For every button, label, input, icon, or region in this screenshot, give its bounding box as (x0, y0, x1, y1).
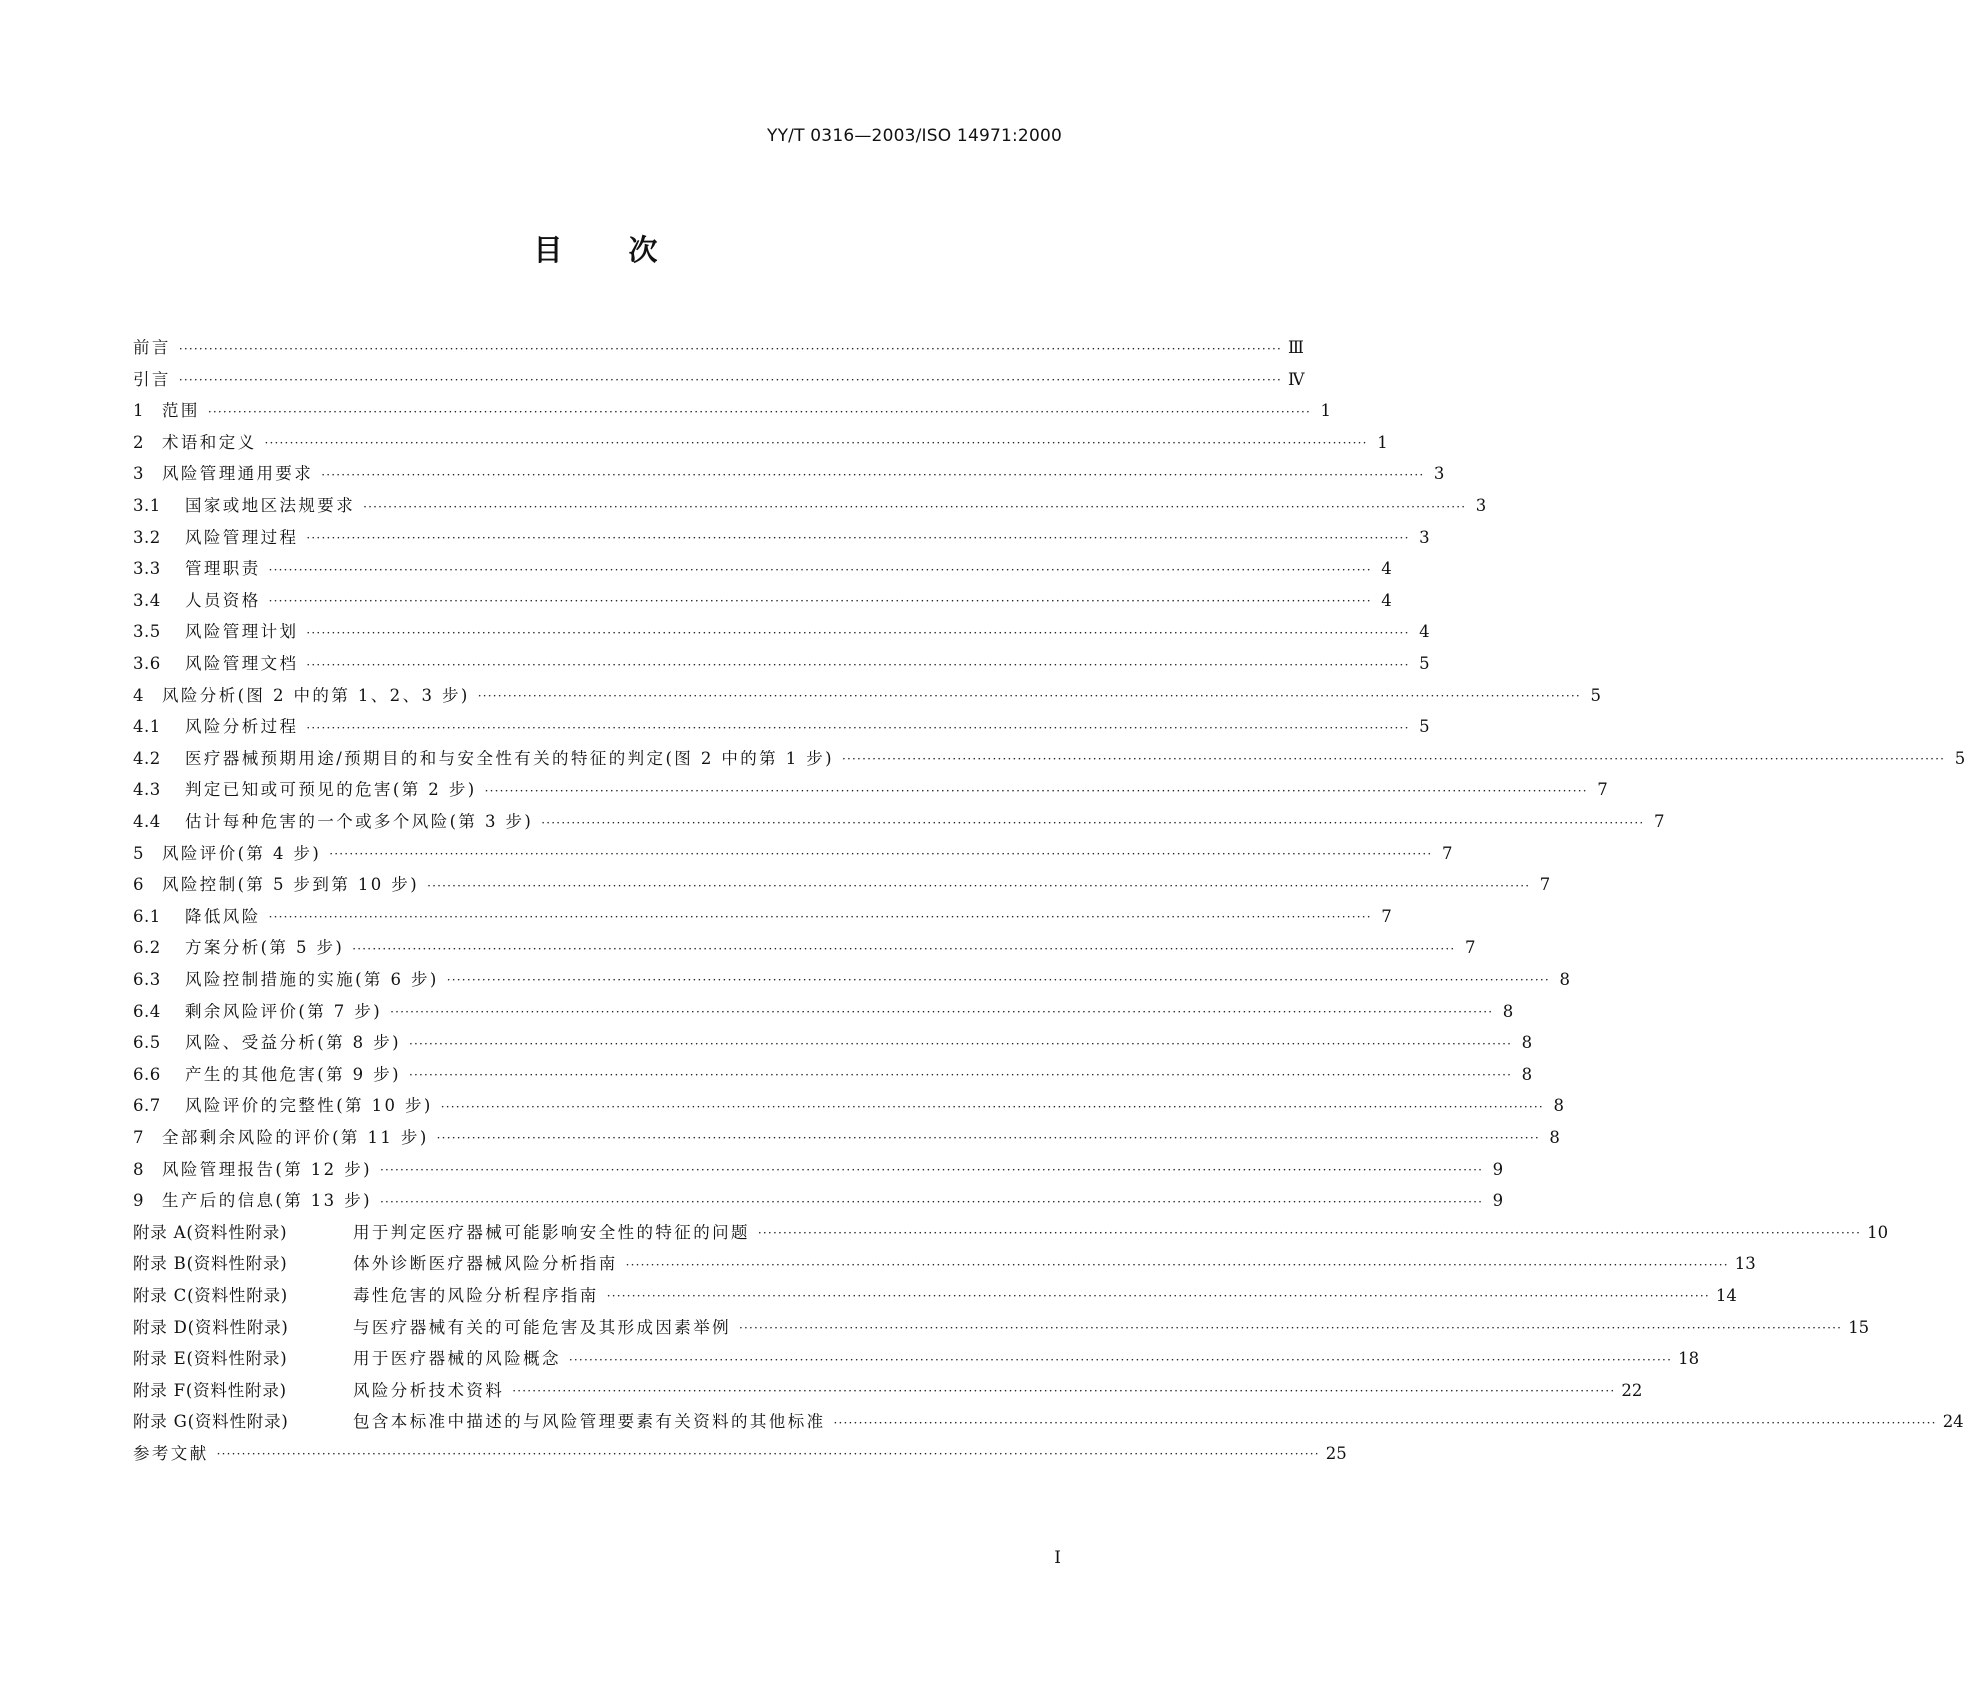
toc-leader-dots: ···························································································································································································································· (207, 404, 1311, 419)
toc-leader-dots: ···························································································································································································································· (306, 531, 1410, 546)
toc-entry[interactable] (133, 1273, 1737, 1305)
toc-annex-label: 附录 F(资料性附录) (133, 1380, 287, 1400)
toc-entry-title: 术语和定义 (162, 432, 257, 452)
toc-entry[interactable] (133, 1304, 1870, 1337)
toc-entry[interactable] (133, 515, 1430, 547)
toc-leader-dots: ···························································································································································································································· (757, 1226, 1862, 1241)
toc-entry-title: 前言 (133, 338, 171, 358)
toc-leader-dots: ···························································································································································································································· (739, 1321, 1843, 1335)
toc-entry-title: 风险、受益分析(第 8 步) (185, 1033, 401, 1053)
toc-section-number: 6.3 (133, 969, 161, 989)
toc-section-number: 7 (133, 1127, 144, 1147)
toc-entry-title: 风险管理通用要求 (162, 464, 314, 484)
toc-entry-title: 风险管理计划 (185, 622, 299, 642)
toc-page-number: 9 (1492, 1191, 1504, 1211)
toc-leader-dots: ···························································································································································································································· (306, 625, 1410, 640)
toc-annex-label: 附录 B(资料性附录) (133, 1254, 288, 1274)
toc-page-number: 8 (1521, 1064, 1533, 1084)
toc-page-number: 4 (1381, 559, 1392, 579)
toc-leader-dots: ···························································································································································································································· (264, 436, 1368, 451)
toc-leader-dots: ···························································································································································································································· (842, 752, 1946, 767)
toc-leader-dots: ···························································································································································································································· (379, 1194, 1484, 1209)
toc-page-number: 5 (1590, 685, 1601, 705)
toc-annex-label: 附录 A(资料性附录) (133, 1222, 288, 1242)
toc-section-number: 6.1 (133, 906, 161, 926)
toc-leader-dots: ···························································································································································································································· (216, 1447, 1320, 1462)
toc-entry[interactable] (133, 420, 1388, 452)
toc-entry[interactable] (133, 673, 1601, 705)
toc-entry-title: 风险评价(第 4 步) (162, 843, 322, 863)
toc-page-number: 7 (1597, 780, 1608, 800)
toc-section-number: 6 (133, 875, 144, 895)
toc-entry-title: 国家或地区法规要求 (185, 496, 356, 516)
toc-leader-dots: ···························································································································································································································· (390, 1005, 1494, 1020)
toc-leader-dots: ···························································································································································································································· (541, 815, 1645, 830)
toc-section-number: 4.1 (133, 717, 161, 737)
toc-leader-dots: ···························································································································································································································· (363, 499, 1467, 514)
toc-page-number: 15 (1848, 1317, 1870, 1337)
toc-entry-title: 产生的其他危害(第 9 步) (185, 1064, 401, 1084)
toc-leader-dots: ···························································································································································································································· (352, 941, 1456, 956)
toc-leader-dots: ···························································································································································································································· (408, 1036, 1513, 1051)
page-title: 目次 (533, 233, 724, 267)
toc-entry-title: 风险评价的完整性(第 10 步) (185, 1096, 433, 1116)
toc-leader-dots: ···························································································································································································································· (268, 562, 1372, 577)
toc-leader-dots: ···························································································································································································································· (477, 689, 1581, 704)
toc-entry[interactable] (133, 1210, 1889, 1242)
toc-entry-title: 管理职责 (185, 559, 261, 579)
toc-section-number: 8 (133, 1159, 144, 1179)
toc-entry[interactable] (133, 325, 1304, 358)
toc-leader-dots: ···························································································································································································································· (178, 341, 1282, 356)
toc-entry[interactable] (133, 357, 1305, 389)
toc-section-number: 4.3 (133, 780, 161, 800)
toc-entry-title: 风险控制(第 5 步到第 10 步) (162, 875, 420, 895)
toc-entry-title: 参考文献 (133, 1443, 209, 1463)
toc-section-number: 9 (133, 1191, 144, 1211)
toc-entry-title: 毒性危害的风险分析程序指南 (353, 1285, 599, 1305)
toc-entry[interactable] (133, 988, 1514, 1021)
toc-annex-label: 附录 G(资料性附录) (133, 1412, 289, 1432)
toc-entry-title: 风险管理报告(第 12 步) (162, 1159, 372, 1179)
toc-entry-title: 医疗器械预期用途/预期目的和与安全性有关的特征的判定(图 2 中的第 1 步) (185, 748, 835, 768)
toc-annex-label: 附录 E(资料性附录) (133, 1349, 288, 1369)
toc-entry-title: 用于医疗器械的风险概念 (353, 1349, 561, 1369)
toc-page-number: 24 (1942, 1412, 1964, 1432)
toc-entry[interactable] (133, 1083, 1564, 1116)
toc-section-number: 4 (133, 685, 144, 705)
toc-page-number: 8 (1521, 1033, 1533, 1053)
toc-page-number: 7 (1539, 875, 1551, 895)
toc-section-number: 6.5 (133, 1033, 161, 1053)
toc-leader-dots: ···························································································································································································································· (178, 373, 1282, 388)
toc-entry[interactable] (133, 641, 1430, 674)
toc-entry[interactable] (133, 831, 1453, 863)
toc-section-number: 3.3 (133, 559, 161, 579)
toc-annex-label: 附录 C(资料性附录) (133, 1285, 289, 1305)
toc-entry-title: 全部剩余风险的评价(第 11 步) (162, 1127, 429, 1147)
standard-number: YY/T 0316—2003/ISO 14971:2000 (767, 126, 1062, 146)
toc-page-number: 18 (1678, 1349, 1700, 1369)
toc-section-number: 3.4 (133, 590, 161, 610)
toc-page-number: 5 (1954, 748, 1965, 768)
toc-entry[interactable] (133, 1431, 1347, 1463)
toc-entry[interactable] (133, 799, 1665, 831)
toc-page-number: 8 (1549, 1127, 1560, 1147)
toc-page-number: 4 (1419, 622, 1430, 642)
toc-entry-title: 风险分析(图 2 中的第 1、2、3 步) (162, 685, 470, 705)
toc-page-number: 8 (1553, 1096, 1564, 1116)
toc-entry-title: 范围 (162, 401, 200, 421)
toc-entry-title: 风险分析过程 (185, 717, 299, 737)
toc-entry[interactable] (133, 767, 1608, 800)
toc-entry[interactable] (133, 1115, 1560, 1147)
toc-page-number: 1 (1377, 432, 1388, 452)
toc-section-number: 4.2 (133, 748, 161, 768)
toc-leader-dots: ···························································································································································································································· (606, 1289, 1710, 1304)
toc-entry[interactable] (133, 1178, 1504, 1211)
toc-leader-dots: ···························································································································································································································· (446, 973, 1550, 988)
toc-entry[interactable] (133, 546, 1392, 579)
toc-page-number: 3 (1433, 464, 1445, 484)
toc-entry[interactable] (133, 925, 1476, 958)
toc-entry-title: 估计每种危害的一个或多个风险(第 3 步) (185, 812, 534, 831)
toc-section-number: 6.7 (133, 1096, 161, 1116)
toc-entry-title: 风险管理文档 (185, 654, 299, 674)
toc-entry-title: 生产后的信息(第 13 步) (162, 1191, 372, 1211)
toc-page-number: 5 (1419, 654, 1430, 674)
toc-leader-dots: ···························································································································································································································· (306, 657, 1410, 672)
toc-entry[interactable] (133, 483, 1487, 516)
toc-leader-dots: ···························································································································································································································· (306, 720, 1410, 735)
toc-page-number: 14 (1715, 1285, 1737, 1305)
toc-section-number: 3.1 (133, 496, 161, 516)
toc-leader-dots: ···························································································································································································································· (625, 1257, 1729, 1272)
toc-section-number: 6.2 (133, 938, 161, 958)
toc-entry-title: 人员资格 (185, 590, 261, 610)
toc-entry-title: 包含本标准中描述的与风险管理要素有关资料的其他标准 (353, 1412, 826, 1432)
toc-section-number: 3.6 (133, 654, 161, 674)
toc-entry-title: 风险管理过程 (185, 527, 299, 547)
toc-page-number: 7 (1381, 906, 1392, 926)
toc-entry[interactable] (133, 1052, 1533, 1084)
toc-page-number: 8 (1502, 1001, 1514, 1021)
toc-leader-dots: ···························································································································································································································· (568, 1352, 1673, 1367)
toc-leader-dots: ···························································································································································································································· (268, 594, 1372, 609)
toc-page-number: 5 (1419, 717, 1430, 737)
toc-page-number: 1 (1320, 401, 1331, 421)
toc-page-number: 22 (1621, 1380, 1643, 1400)
toc-entry[interactable] (133, 1336, 1700, 1369)
table-of-contents (133, 325, 1965, 1463)
toc-entry[interactable] (133, 957, 1570, 989)
toc-page-number: 7 (1464, 938, 1476, 958)
toc-page-number: 3 (1475, 496, 1487, 516)
toc-page-number: 13 (1734, 1254, 1756, 1274)
toc-entry-title: 与医疗器械有关的可能危害及其形成因素举例 (353, 1317, 731, 1337)
toc-section-number: 6.6 (133, 1064, 161, 1084)
toc-entry[interactable] (133, 736, 1965, 768)
toc-section-number: 6.4 (133, 1001, 161, 1021)
toc-leader-dots: ···························································································································································································································· (833, 1415, 1937, 1430)
toc-entry[interactable] (133, 388, 1331, 421)
toc-page-number: 7 (1653, 812, 1665, 831)
toc-page-number: 8 (1559, 969, 1570, 989)
toc-page-number: Ⅲ (1288, 338, 1304, 358)
toc-entry-title: 体外诊断医疗器械风险分析指南 (353, 1254, 618, 1274)
toc-entry[interactable] (133, 1399, 1964, 1432)
toc-entry-title: 用于判定医疗器械可能影响安全性的特征的问题 (353, 1222, 750, 1242)
toc-page-number: 10 (1867, 1222, 1889, 1242)
toc-section-number: 1 (133, 401, 144, 421)
toc-leader-dots: ···························································································································································································································· (436, 1131, 1540, 1146)
toc-entry[interactable] (133, 704, 1430, 737)
toc-entry-title: 引言 (133, 369, 171, 389)
toc-entry-title: 判定已知或可预见的危害(第 2 步) (185, 780, 477, 800)
toc-entry-title: 降低风险 (185, 906, 261, 926)
toc-section-number: 3.2 (133, 527, 161, 547)
toc-leader-dots: ···························································································································································································································· (408, 1068, 1513, 1083)
toc-leader-dots: ···························································································································································································································· (440, 1099, 1544, 1114)
toc-leader-dots: ···························································································································································································································· (268, 910, 1372, 925)
toc-leader-dots: ···························································································································································································································· (321, 467, 1425, 482)
toc-page-number: 7 (1441, 843, 1453, 863)
toc-leader-dots: ···························································································································································································································· (512, 1384, 1616, 1399)
toc-section-number: 2 (133, 432, 144, 452)
toc-entry[interactable] (133, 1241, 1756, 1274)
toc-section-number: 5 (133, 843, 144, 863)
toc-page-number: Ⅳ (1288, 369, 1305, 389)
toc-leader-dots: ···························································································································································································································· (329, 847, 1433, 862)
toc-page-number: 9 (1492, 1159, 1504, 1179)
toc-leader-dots: ···························································································································································································································· (484, 783, 1588, 798)
toc-entry[interactable] (133, 894, 1392, 926)
toc-entry-title: 方案分析(第 5 步) (185, 938, 345, 958)
page-number: I (1054, 1548, 1061, 1568)
toc-entry[interactable] (133, 451, 1445, 484)
toc-leader-dots: ···························································································································································································································· (379, 1163, 1484, 1178)
toc-page-number: 25 (1325, 1443, 1347, 1463)
toc-entry[interactable] (133, 862, 1551, 895)
toc-leader-dots: ···························································································································································································································· (427, 878, 1531, 893)
toc-annex-label: 附录 D(资料性附录) (133, 1317, 289, 1337)
toc-section-number: 3.5 (133, 622, 161, 642)
toc-entry[interactable] (133, 1020, 1533, 1053)
toc-page-number: 4 (1381, 590, 1392, 610)
toc-entry[interactable] (133, 1368, 1643, 1400)
toc-entry-title: 剩余风险评价(第 7 步) (185, 1001, 383, 1021)
toc-section-number: 4.4 (133, 812, 161, 831)
toc-entry[interactable] (133, 609, 1430, 642)
toc-entry[interactable] (133, 578, 1392, 610)
toc-entry[interactable] (133, 1146, 1504, 1179)
toc-entry-title: 风险控制措施的实施(第 6 步) (185, 969, 439, 989)
toc-entry-title: 风险分析技术资料 (353, 1380, 505, 1400)
toc-page-number: 3 (1419, 527, 1430, 547)
toc-section-number: 3 (133, 464, 144, 484)
